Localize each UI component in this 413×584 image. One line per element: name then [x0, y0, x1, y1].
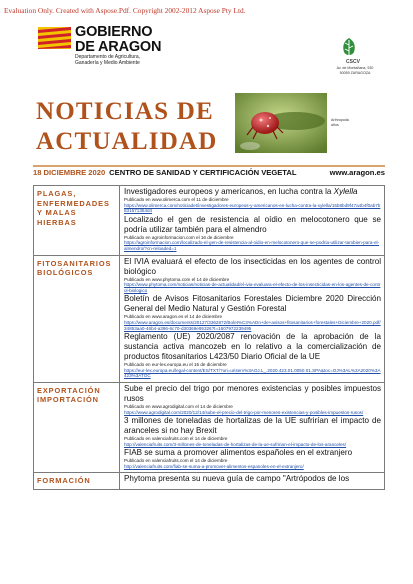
- section-items: [120, 186, 385, 256]
- news-link[interactable]: https://www.olimerca.com/noticiadet/investigadores-europeos-y-americanos-en-lucha-contra-la-xylella/15b8bd9f47a4b4f0ab7b831571354d4: [124, 202, 381, 214]
- news-item: [124, 332, 381, 379]
- news-item: [124, 416, 381, 447]
- cscv-address: Av. de Montañana, 930 50059 ZARAGOZA: [336, 66, 374, 75]
- news-title: [124, 384, 381, 404]
- news-title: [124, 416, 381, 436]
- news-title-text: Reglamento (UE) 2020/2087 renovación de la aprobación de la sustancia activa mancozeb en lo relativo a la comercialización de productos fitosanitarios L423/50 Diario Oficial de la UE: [124, 332, 381, 362]
- news-link[interactable]: http://valenciafruits.com/fiab-se-suma-a-promover-alimentos-espanoles-en-el-extranjero/: [124, 463, 304, 469]
- issue-date: 18 DICIEMBRE 2020: [33, 167, 106, 177]
- news-title-text: El IVIA evaluará el efecto de los insecticidas en los agentes de control biológico: [124, 256, 381, 276]
- department-name: Departamento de Agricultura, Ganadería y Medio Ambiente: [75, 54, 141, 66]
- cscv-logo: [338, 36, 360, 58]
- news-title-text: 3 millones de toneladas de hortalizas de la UE sufrirían el impacto de aranceles si no hay Brexit: [124, 416, 381, 436]
- news-item: [124, 474, 381, 484]
- news-link[interactable]: https://www.aragon.es/documents/20127/3362872/Bolet%C3%ADn+de+avisos+fitosanitarios+forestales+Diciembre+2020.pdf/34853aa0-46b4-a386-6c70-d30369e95326?t=1607972239495: [124, 319, 381, 331]
- section-category: PLAGAS, ENFERMEDADES Y MALAS HIERBAS: [34, 186, 120, 256]
- news-link[interactable]: https://www.phytoma.com/noticias/noticias-de-actualidad/el-ivia-evaluara-el-efecto-de-los-insecticidas-en-los-agentes-de-control-biologico: [124, 282, 381, 293]
- news-title-text: FIAB se suma a promover alimentos españoles en el extranjero: [124, 448, 353, 458]
- news-title: [124, 187, 381, 197]
- evaluation-watermark: Evaluation Only. Created with Aspose.Pdf. Copyright 2002-2012 Aspose Pty Ltd.: [4, 6, 246, 15]
- news-title: [124, 294, 381, 314]
- news-item: [124, 384, 381, 415]
- section-category: FITOSANITARIOS BIOLÓGICOS: [34, 255, 120, 382]
- news-link[interactable]: http://valenciafruits.com/3-millones-de-toneladas-de-hortalizas-de-la-ue-sufririan-el-impacto-de-los-aranceles/: [124, 441, 347, 447]
- date-bar: [33, 165, 385, 177]
- news-title-text: Phytoma presenta su nueva guía de campo "Artrópodos de los: [124, 474, 350, 484]
- photo-caption: Arthropoda años: [331, 118, 349, 127]
- organization-name: CENTRO DE SANIDAD Y CERTIFICACIÓN VEGETAL: [109, 167, 297, 177]
- section-category: EXPORTACIÓN IMPORTACIÓN: [34, 382, 120, 473]
- news-title: [124, 474, 381, 484]
- news-source: Publicado en agroinformacion.com el 16 de diciembre: [124, 234, 234, 240]
- news-source: Publicado en eur-lex.europa.eu el 15 de diciembre: [124, 362, 227, 368]
- news-source: Publicado en valenciafruits.com el 14 de diciembre: [124, 458, 228, 464]
- news-item: [124, 294, 381, 331]
- news-link[interactable]: https://eur-lex.europa.eu/legal-content/ES/TXT/?uri=uriserv%3AOJ.L_.2020.423.01.0050.01.SPA&toc=OJ%3AL%3A2020%3A423%3ATOC: [124, 367, 381, 379]
- news-item: [124, 187, 381, 214]
- news-link[interactable]: https://agroinformacion.com/localizado-el-gen-de-resistencia-al-oidio-en-melocotonero-que-se-podria-utilizar-tambien-para-el-almendro/?cn-reloaded=1: [124, 240, 380, 251]
- insect-photo: [235, 93, 327, 153]
- news-source: Publicado en valenciafruits.com el 14 de diciembre: [124, 436, 228, 442]
- section-category: FORMACIÓN: [34, 473, 120, 490]
- cscv-label: CSCV: [346, 59, 360, 65]
- news-link[interactable]: https://www.agrodigital.com/2020/12/14/sube-el-precio-del-trigo-por-menores-existencias-y-posibles-impuestos-rusos/: [124, 409, 364, 415]
- section-row: [34, 255, 385, 382]
- news-title-text: Boletín de Avisos Fitosanitarios Forestales Diciembre 2020 Dirección General del Medio Natural y Gestión Forestal: [124, 294, 381, 314]
- page-title: NOTICIAS DE ACTUALIDAD: [36, 98, 218, 155]
- section-items: [120, 382, 385, 473]
- news-title: [124, 215, 381, 235]
- news-source: Publicado en www.phytoma.com el 14 de diciembre: [124, 276, 230, 282]
- website-link[interactable]: www.aragon.es: [329, 167, 385, 177]
- news-title: [124, 448, 381, 458]
- news-title: [124, 332, 381, 362]
- section-row: [34, 473, 385, 490]
- news-item: [124, 215, 381, 252]
- section-row: [34, 382, 385, 473]
- news-title-italic: Xylella: [333, 187, 358, 196]
- news-item: [124, 448, 381, 469]
- news-table: [33, 185, 385, 490]
- gobierno-aragon-logo-text: GOBIERNO DE ARAGON: [75, 24, 162, 55]
- news-title: [124, 257, 381, 277]
- news-source: Publicado en www.aragon.es el 14 de diciembre: [124, 314, 223, 320]
- news-title-text: Localizado el gen de resistencia al oídio en melocotonero que se podría utilizar también para el almendro: [124, 214, 381, 234]
- news-source: Publicado en www.agrodigital.com el 14 de diciembre: [124, 403, 233, 409]
- section-row: [34, 186, 385, 256]
- news-item: [124, 257, 381, 294]
- news-title-text: Sube el precio del trigo por menores existencias y posibles impuestos rusos: [124, 383, 381, 403]
- news-title-text: Investigadores europeos y americanos, en lucha contra la: [124, 187, 332, 196]
- news-source: Publicado en www.olimerca.com el 11 de diciembre: [124, 197, 229, 202]
- section-items: [120, 255, 385, 382]
- section-items: [120, 473, 385, 490]
- aragon-flag-logo: [38, 27, 71, 49]
